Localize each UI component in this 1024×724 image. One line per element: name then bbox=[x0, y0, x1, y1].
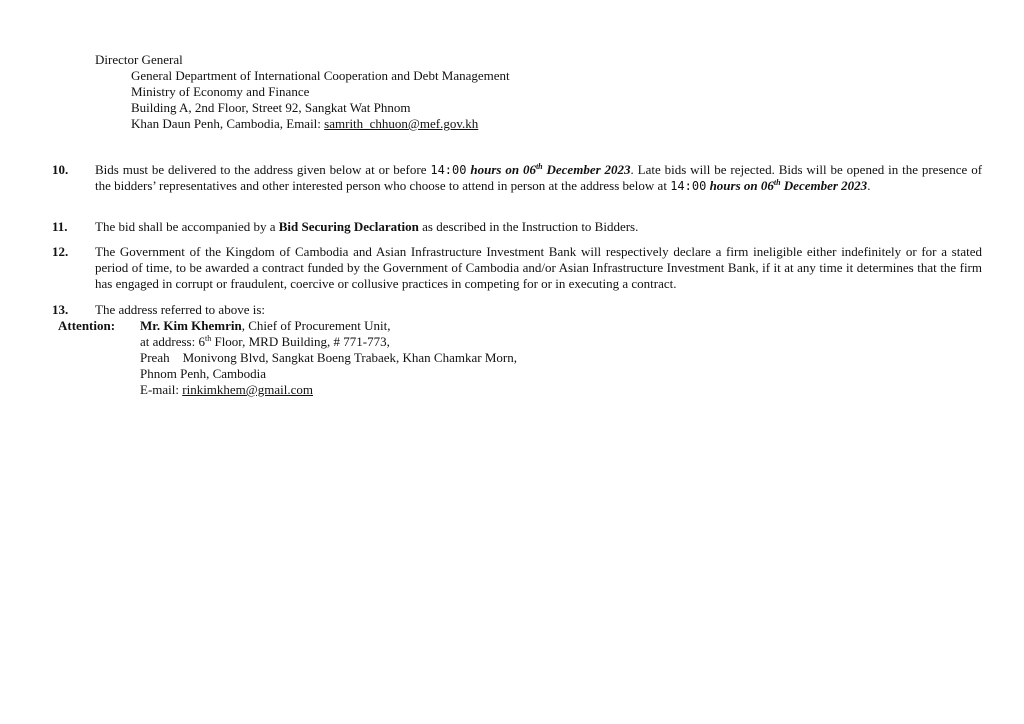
text-run: . bbox=[867, 178, 871, 193]
superscript: th bbox=[204, 334, 212, 343]
contact-title: , Chief of Procurement Unit, bbox=[241, 318, 391, 333]
clause-10 bbox=[52, 162, 982, 194]
address-line-department: General Department of International Cooperation and Debt Management bbox=[131, 68, 510, 83]
text-run: hours on 06 bbox=[709, 178, 774, 193]
clause-number: 13. bbox=[52, 302, 69, 317]
attention-block bbox=[52, 318, 982, 398]
address-line-title: Director General bbox=[95, 52, 183, 67]
superscript: th bbox=[535, 162, 543, 171]
clause-13 bbox=[52, 302, 982, 398]
attention-label: Attention: bbox=[58, 318, 116, 333]
clause-11 bbox=[52, 219, 982, 235]
contact-address-line-1 bbox=[140, 334, 517, 350]
text-run: . Late bids will be rejected. Bids will be opened in the presence of the bidders’ representatives and other interested person who choose to attend in person at the address below at bbox=[95, 162, 983, 193]
email-link-samrith[interactable]: samrith_chhuon@mef.gov.kh bbox=[324, 116, 479, 131]
deadline-time: 14:00 bbox=[430, 163, 467, 177]
clause-intro: The address referred to above is: bbox=[95, 302, 266, 317]
contact-name-line bbox=[140, 318, 517, 334]
clause-number: 10. bbox=[52, 162, 69, 177]
text-run: as described in the Instruction to Bidders. bbox=[418, 219, 639, 234]
deadline-date bbox=[470, 162, 630, 177]
text-run: E-mail: bbox=[140, 382, 183, 397]
contact-address-line-2: Preah Monivong Blvd, Sangkat Boeng Trabaek, Khan Chamkar Morn, bbox=[140, 350, 517, 365]
text-run: December 2023 bbox=[542, 162, 631, 177]
text-run: The bid shall be accompanied by a bbox=[95, 219, 279, 234]
clause-number: 12. bbox=[52, 244, 69, 259]
text-run: Floor, MRD Building, # 771-773, bbox=[211, 334, 390, 349]
clause-text bbox=[95, 162, 982, 194]
superscript: th bbox=[773, 178, 781, 187]
text-run: at address: 6 bbox=[140, 334, 205, 349]
address-line-email-prefix: Khan Daun Penh, Cambodia, Email: bbox=[131, 116, 325, 131]
address-line-building: Building A, 2nd Floor, Street 92, Sangkat Wat Phnom bbox=[131, 100, 411, 115]
text-run: hours on 06 bbox=[470, 162, 536, 177]
bid-securing-declaration: Bid Securing Declaration bbox=[278, 219, 419, 234]
clause-12 bbox=[52, 244, 982, 292]
clause-number: 11. bbox=[52, 219, 68, 234]
contact-name: Mr. Kim Khemrin bbox=[140, 318, 242, 333]
opening-time: 14:00 bbox=[670, 179, 707, 193]
clause-text: The Government of the Kingdom of Cambodia and Asian Infrastructure Investment Bank will respectively declare a firm ineligible either indefinitely or for a stated period of time, to be awarded a contract funded by the Government of Cambodia and/or Asian Infrastructure Investment Bank, if it at any time it determines that the firm has engaged in corrupt or fraudulent, coercive or collusive practices in competing for or in executing a contract. bbox=[95, 244, 982, 291]
email-link-rinkimkhem[interactable]: rinkimkhem@gmail.com bbox=[182, 382, 314, 397]
address-block bbox=[95, 52, 510, 132]
clause-text bbox=[95, 219, 982, 235]
opening-date bbox=[709, 178, 871, 193]
address-line-ministry: Ministry of Economy and Finance bbox=[131, 84, 310, 99]
text-run: December 2023 bbox=[780, 178, 868, 193]
contact-address-line-3: Phnom Penh, Cambodia bbox=[140, 366, 267, 381]
address-line-email bbox=[95, 116, 510, 132]
attention-address bbox=[140, 318, 517, 398]
contact-email-line bbox=[140, 382, 517, 398]
text-run: Bids must be delivered to the address given below at or before bbox=[95, 162, 431, 177]
